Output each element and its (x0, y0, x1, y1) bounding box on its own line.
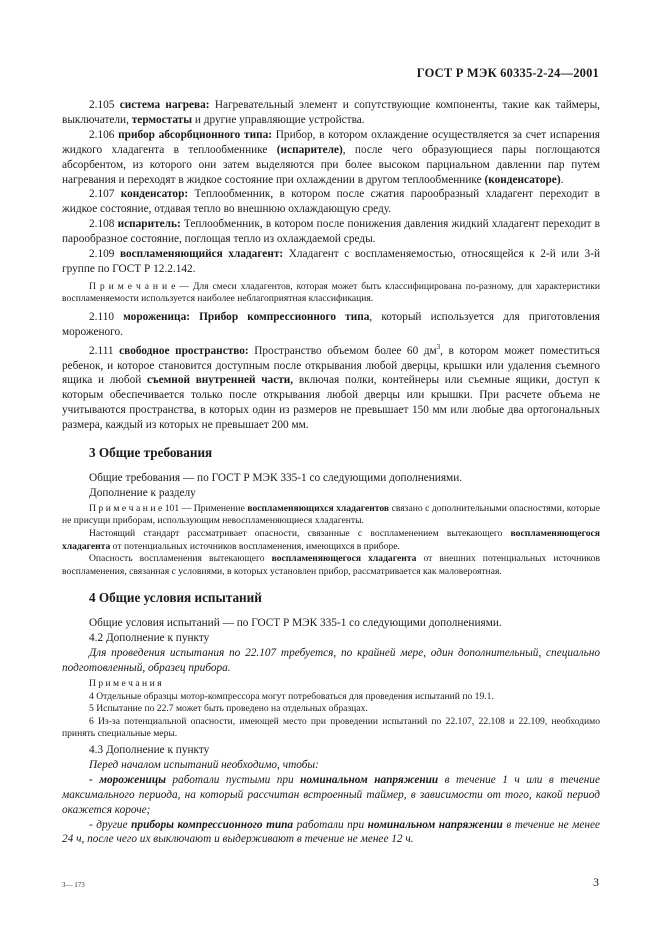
definition-2-109 (62, 247, 600, 277)
term: система нагрева: (119, 99, 210, 111)
item-number: 2.110 (89, 311, 114, 324)
definition-text: Прибор, в котором охлаждение осуществляется за счет испарения жидкого хладагента в теплообменнике (62, 128, 601, 156)
term: испаритель: (117, 218, 181, 231)
clause-text: - другие (89, 818, 132, 831)
term: мороженица: Прибор компрессионного типа (123, 311, 370, 324)
clause-4-3-item-2 (62, 818, 600, 848)
definition-text: , в котором может поместиться ребенок, и которое становится доступным после открывания любой дверцы, крышки или удаления съемного ящика и любой (62, 344, 600, 387)
definition-2-111 (62, 340, 600, 433)
standard-code-header: ГОСТ Р МЭК 60335-2-24—2001 (416, 66, 599, 80)
definition-text: Теплообменник, в котором после понижения давления жидкий хладагент переходит в парообразное состояние, поглощая тепло из охлаждаемой среды. (62, 218, 600, 246)
definition-text: включая полки, контейнеры или съемные ящики, доступ к которым обеспечивается только после открывания любой дверцы или крышки. При расчете объема не учитываются пространства, в которых один из размеров не превышает 150 мм или любые два ортогональных размера, каждый из которых не превышает 200 мм. (62, 374, 601, 432)
note-6: 6 Из-за потенциальной опасности, имеющей место при проведении испытаний по 22.107, 22.108 и 22.109, необходимо принять специальные меры. (62, 715, 600, 740)
note-101-para-2 (62, 528, 600, 553)
note-text: Опасность воспламенения вытекающего (89, 553, 272, 565)
definition-text: Теплообменник, в котором после сжатия парообразный хладагент переходит в жидкое состояние, отдавая тепло во внешнюю охлаждающую среду. (62, 188, 600, 216)
note-text: — Для смеси хладагентов, которая может быть классифицирована по-разному, для характеристики воспламеняемости используется наиболее неблагоприятная классификация. (62, 280, 600, 305)
definition-text: , после чего образующиеся пары поглощаются абсорбентом, из которого они затем выделяются при более высоком парциальном давлении пар путем нагревания и переходят в жидкое состояние при охлаждении в другом теплообменнике (62, 143, 601, 186)
definition-text: Хладагент с воспламеняемостью, относящейся к 2-й или 3-й группе по ГОСТ Р 12.2.142. (62, 248, 600, 275)
item-number: 2.109 (89, 248, 115, 261)
clause-4-2: 4.2 Дополнение к пункту (89, 632, 210, 645)
clause-text: работали пустыми при (165, 773, 301, 786)
definition-2-106 (62, 128, 600, 188)
clause-4-3: 4.3 Дополнение к пункту (89, 744, 210, 757)
clause-text: в течение 1 ч или в течение максимального периода, на который рассчитан встроенный таймер, в зависимости от того, какой период окажется короче; (62, 773, 600, 816)
section-3-addition: Дополнение к разделу (89, 486, 196, 499)
note-text: — Применение (179, 502, 248, 514)
term: воспламеняющийся хладагент: (119, 248, 284, 261)
note-text: Настоящий стандарт рассматривает опасности, связанные с воспламенением вытекающего (89, 528, 511, 540)
term: съемной внутренней части, (147, 374, 294, 387)
note-101 (62, 503, 600, 528)
item-number: 2.106 (89, 128, 115, 141)
notes-label: П р и м е ч а н и я (89, 678, 162, 690)
term: номинальном напряжении (367, 818, 503, 831)
term: воспламеняющихся хладагентов (247, 502, 390, 514)
term: конденсатор: (120, 188, 189, 201)
note-4: 4 Отдельные образцы мотор-компрессора могут потребоваться для проведения испытаний по 19.1. (89, 690, 494, 702)
definition-2-110 (62, 310, 600, 340)
document-body (62, 98, 600, 847)
note-text: от внешних потенциальных источников воспламенения, связанная с условиями, в которых установлен прибор, рассматривается как маловероятная. (62, 553, 601, 577)
definition-2-107 (62, 187, 600, 217)
note-text: от потенциальных источников воспламенения, имеющихся в приборе. (110, 540, 400, 552)
note-label: П р и м е ч а н и е 101 (89, 502, 180, 514)
definition-2-108 (62, 217, 600, 247)
definition-text: , который используется для приготовления мороженого. (62, 311, 600, 338)
definition-text: Нагревательный элемент и сопутствующие компоненты, такие как таймеры, выключатели, (62, 99, 600, 126)
term: (испарителе) (276, 143, 343, 156)
note-101-para-3 (62, 553, 600, 578)
term: - мороженицы (89, 773, 166, 786)
item-number: 2.105 (89, 99, 115, 111)
print-mark: 3— 173 (62, 881, 85, 889)
note-2-109 (62, 281, 600, 306)
note-5: 5 Испытание по 22.7 может быть проведено на отдельных образцах. (89, 703, 368, 715)
section-3-heading: 3 Общие требования (89, 445, 213, 461)
definition-text: Пространство объемом более 60 дм (248, 344, 437, 357)
section-3-intro: Общие требования — по ГОСТ Р МЭК 335-1 со следующими дополнениями. (89, 472, 463, 485)
term: свободное пространство: (119, 344, 249, 357)
definition-text: . (560, 173, 564, 186)
term: термостаты (131, 113, 193, 126)
term: прибор абсорбционного типа: (118, 128, 273, 141)
superscript: 3 (436, 342, 441, 351)
clause-text: работали при (293, 818, 368, 831)
term: (конденсаторе) (484, 173, 561, 186)
term: приборы компрессионного типа (131, 818, 294, 831)
term: номинальном напряжении (300, 773, 439, 786)
note-text: связано с дополнительными опасностями, которые не присущи приборам, использующим невоспламеняющиеся хладагенты. (62, 502, 600, 527)
item-number: 2.107 (89, 188, 115, 201)
definition-2-105 (62, 98, 600, 128)
item-number: 2.108 (89, 218, 115, 231)
term: воспламеняющегося хладагента (62, 528, 600, 552)
section-4-intro: Общие условия испытаний — по ГОСТ Р МЭК 335-1 со следующими дополнениями. (89, 617, 502, 630)
note-label: П р и м е ч а н и е (89, 280, 176, 292)
clause-4-3-item-1 (62, 773, 600, 818)
page-number: 3 (593, 875, 599, 889)
clause-4-3-intro: Перед началом испытаний необходимо, чтобы: (89, 758, 319, 771)
item-number: 2.111 (89, 344, 114, 357)
clause-4-2-text: Для проведения испытания по 22.107 требуется, по крайней мере, один дополнительный, специально подготовленный, образец прибора. (62, 647, 600, 675)
definition-text: и другие управляющие устройства. (192, 113, 365, 126)
section-4-heading: 4 Общие условия испытаний (89, 590, 262, 606)
term: воспламеняющегося хладагента (271, 553, 417, 565)
clause-text: в течение не менее 24 ч, после чего их выключают и выдерживают в течение не менее 12 ч. (62, 818, 600, 846)
